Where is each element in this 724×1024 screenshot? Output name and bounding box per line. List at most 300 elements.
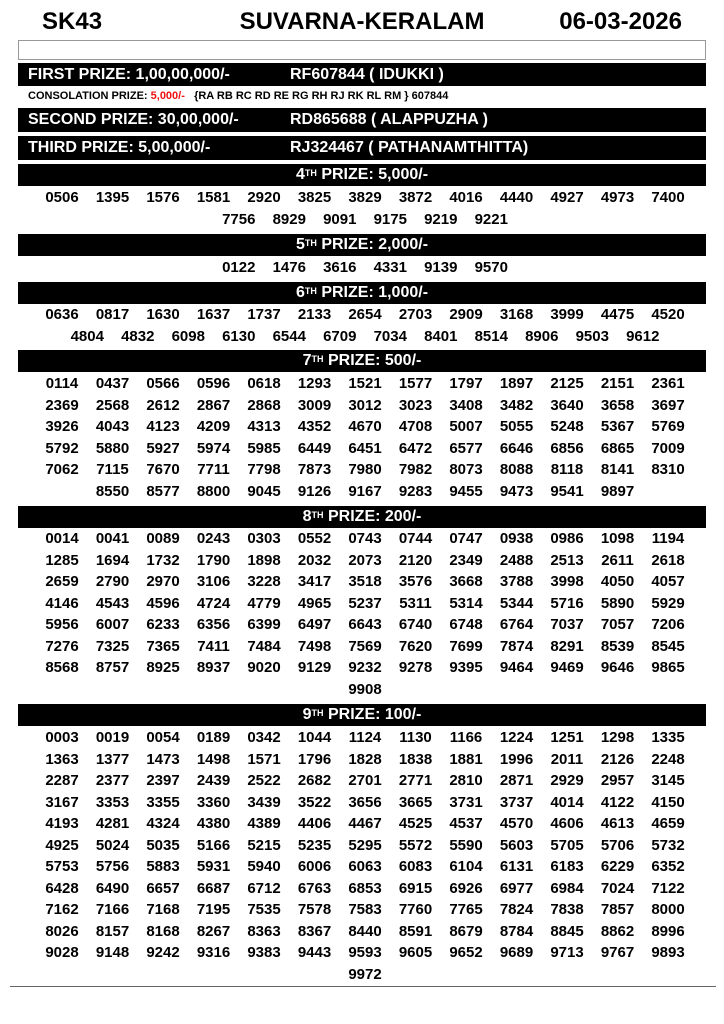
winning-number: 1630 [146, 306, 180, 324]
winning-number: 9473 [499, 482, 534, 500]
winning-number: 0618 [247, 375, 281, 393]
winning-number: 0189 [196, 729, 231, 747]
winning-number: 3167 [45, 793, 79, 811]
winning-number: 3145 [651, 772, 685, 790]
winning-number: 9652 [449, 944, 483, 962]
winning-number: 6472 [398, 439, 433, 457]
winning-number: 2287 [45, 772, 79, 790]
winning-number: 0636 [45, 306, 79, 324]
winning-number: 3731 [449, 793, 483, 811]
winning-number: 4606 [550, 815, 584, 833]
winning-number: 8267 [196, 922, 231, 940]
winning-number: 3926 [45, 418, 79, 436]
winning-number: 7535 [247, 901, 281, 919]
winning-number: 2125 [550, 375, 584, 393]
winning-number: 5237 [348, 594, 382, 612]
winning-number: 7034 [373, 327, 407, 345]
winning-number: 5880 [95, 439, 130, 457]
winning-number: 8925 [146, 659, 180, 677]
winning-number: 2654 [348, 306, 382, 324]
winning-number: 4475 [600, 306, 635, 324]
winning-number: 9045 [247, 482, 281, 500]
winning-number: 8591 [398, 922, 433, 940]
winning-number: 9443 [297, 944, 332, 962]
winning-number: 1732 [146, 551, 180, 569]
winning-number: 2522 [247, 772, 281, 790]
winning-number: 6984 [550, 879, 584, 897]
winning-number: 2867 [196, 396, 231, 414]
winning-number: 2349 [449, 551, 483, 569]
winning-number: 7670 [146, 461, 180, 479]
winning-number: 2377 [95, 772, 130, 790]
winning-number: 5705 [550, 836, 584, 854]
winning-number: 4927 [550, 189, 584, 207]
first-prize-label: FIRST PRIZE: 1,00,00,000/- [28, 66, 230, 83]
number-row [20, 856, 710, 878]
winning-number: 9713 [550, 944, 584, 962]
winning-number: 3656 [348, 793, 382, 811]
winning-number: 4467 [348, 815, 382, 833]
third-prize-label: THIRD PRIZE: 5,00,000/- [28, 139, 211, 156]
winning-number: 5974 [196, 439, 231, 457]
winning-number: 2618 [651, 551, 685, 569]
winning-number: 2929 [550, 772, 584, 790]
winning-number: 9091 [323, 210, 357, 228]
number-row [20, 209, 710, 231]
winning-number: 8141 [600, 461, 635, 479]
winning-number: 9570 [474, 259, 508, 277]
winning-number: 2957 [600, 772, 635, 790]
draw-date: 06-03-2026 [559, 8, 682, 35]
winning-number: 4331 [373, 259, 407, 277]
winning-number: 7168 [146, 901, 180, 919]
number-row [20, 373, 710, 395]
winning-number: 2920 [247, 189, 281, 207]
winning-number: 6763 [297, 879, 332, 897]
winning-number: 8862 [600, 922, 635, 940]
winning-number: 6497 [297, 616, 332, 634]
winning-number: 0122 [222, 259, 256, 277]
winning-number: 1581 [196, 189, 231, 207]
winning-number: 9167 [348, 482, 382, 500]
winning-number: 6183 [550, 858, 584, 876]
winning-number: 4209 [196, 418, 231, 436]
winning-number: 4832 [121, 327, 155, 345]
winning-number: 6006 [297, 858, 332, 876]
winning-number: 4965 [297, 594, 332, 612]
winning-number: 2073 [348, 551, 382, 569]
winning-number: 3668 [449, 573, 483, 591]
number-row [20, 636, 710, 658]
winning-number: 7980 [348, 461, 382, 479]
winning-number: 3009 [297, 396, 332, 414]
winning-number: 4670 [348, 418, 382, 436]
winning-number: 8514 [474, 327, 508, 345]
winning-number: 2868 [247, 396, 281, 414]
winning-number: 9219 [424, 210, 458, 228]
winning-number: 4596 [146, 594, 180, 612]
winning-number: 3106 [196, 573, 231, 591]
top-box [18, 40, 706, 60]
number-row [20, 550, 710, 572]
winning-number: 8929 [272, 210, 306, 228]
winning-number: 5927 [146, 439, 180, 457]
winning-number: 1571 [247, 750, 281, 768]
winning-number: 3576 [398, 573, 433, 591]
winning-number: 8996 [651, 922, 685, 940]
winning-number: 0342 [247, 729, 281, 747]
winning-number: 1796 [297, 750, 332, 768]
first-prize-bar [18, 63, 706, 86]
winning-number: 9383 [247, 944, 281, 962]
winning-number: 5792 [45, 439, 79, 457]
winning-number: 5295 [348, 836, 382, 854]
winning-number: 5367 [600, 418, 635, 436]
winning-number: 6865 [600, 439, 635, 457]
winning-number: 6740 [398, 616, 433, 634]
winning-number: 2810 [449, 772, 483, 790]
winning-number: 0506 [45, 189, 79, 207]
number-row [20, 727, 710, 749]
winning-number: 5215 [247, 836, 281, 854]
winning-number: 7620 [398, 637, 433, 655]
winning-number: 5956 [45, 616, 79, 634]
winning-number: 7057 [600, 616, 635, 634]
winning-number: 7699 [449, 637, 483, 655]
winning-number: 2513 [550, 551, 584, 569]
winning-number: 4708 [398, 418, 433, 436]
prize4-bar: 4TH PRIZE: 5,000/- [18, 164, 706, 186]
winning-number: 8906 [525, 327, 559, 345]
winning-number: 1737 [247, 306, 281, 324]
winning-number: 8118 [550, 461, 584, 479]
winning-number: 2120 [398, 551, 433, 569]
winning-number: 9469 [550, 659, 584, 677]
winning-number: 2361 [651, 375, 685, 393]
number-row [20, 899, 710, 921]
winning-number: 8845 [550, 922, 584, 940]
number-row [20, 921, 710, 943]
draw-code: SK43 [42, 8, 103, 35]
consolation-prize [28, 90, 448, 102]
winning-number: 2151 [600, 375, 635, 393]
number-row [20, 614, 710, 636]
second-prize-winner: RD865688 ( ALAPPUZHA ) [290, 111, 488, 128]
winning-number: 0303 [247, 530, 281, 548]
winning-number: 3697 [651, 396, 685, 414]
winning-number: 5603 [499, 836, 534, 854]
prize9-bar: 9TH PRIZE: 100/- [18, 704, 706, 726]
winning-number: 0054 [146, 729, 180, 747]
number-row [20, 964, 710, 986]
winning-number: 5732 [651, 836, 685, 854]
winning-number: 3168 [499, 306, 534, 324]
winning-number: 5985 [247, 439, 281, 457]
winning-number: 1473 [146, 750, 180, 768]
winning-number: 8800 [196, 482, 231, 500]
winning-number: 9126 [297, 482, 332, 500]
winning-number: 6007 [95, 616, 130, 634]
winning-number: 9139 [424, 259, 458, 277]
prize5-numbers [20, 257, 710, 279]
winning-number: 6748 [449, 616, 483, 634]
winning-number: 1576 [146, 189, 180, 207]
winning-number: 4146 [45, 594, 79, 612]
winning-number: 3872 [398, 189, 433, 207]
winning-number: 1335 [651, 729, 685, 747]
winning-number: 3408 [449, 396, 483, 414]
winning-number: 8550 [95, 482, 130, 500]
winning-number: 4324 [146, 815, 180, 833]
winning-number: 9612 [626, 327, 660, 345]
winning-number: 5756 [95, 858, 130, 876]
winning-number: 3665 [398, 793, 433, 811]
winning-number: 8088 [499, 461, 534, 479]
winning-number: 4123 [146, 418, 180, 436]
winning-number: 1285 [45, 551, 79, 569]
winning-number: 4440 [499, 189, 534, 207]
prize9-numbers [20, 727, 710, 985]
winning-number: 1521 [348, 375, 382, 393]
winning-number: 6712 [247, 879, 281, 897]
consolation-amount: 5,000/- [150, 90, 185, 102]
winning-number: 4389 [247, 815, 281, 833]
winning-number: 1694 [95, 551, 130, 569]
winning-number: 4779 [247, 594, 281, 612]
winning-number: 1298 [600, 729, 635, 747]
winning-number: 3439 [247, 793, 281, 811]
number-row [20, 438, 710, 460]
winning-number: 5024 [95, 836, 130, 854]
winning-number: 2703 [398, 306, 433, 324]
winning-number: 6764 [499, 616, 534, 634]
number-row [20, 813, 710, 835]
winning-number: 3829 [348, 189, 382, 207]
winning-number: 9020 [247, 659, 281, 677]
winning-number: 5590 [449, 836, 483, 854]
second-prize-bar [18, 108, 706, 132]
winning-number: 2032 [297, 551, 332, 569]
winning-number: 1476 [272, 259, 306, 277]
winning-number: 5883 [146, 858, 180, 876]
winning-number: 5769 [651, 418, 685, 436]
winning-number: 7982 [398, 461, 433, 479]
winning-number: 3417 [297, 573, 332, 591]
winning-number: 9395 [449, 659, 483, 677]
winning-number: 8679 [449, 922, 483, 940]
number-row [20, 792, 710, 814]
result-header [0, 8, 724, 40]
winning-number: 8577 [146, 482, 180, 500]
winning-number: 4537 [449, 815, 483, 833]
winning-number: 7162 [45, 901, 79, 919]
winning-number: 7798 [247, 461, 281, 479]
winning-number: 0552 [297, 530, 332, 548]
winning-number: 0938 [499, 530, 534, 548]
winning-number: 2612 [146, 396, 180, 414]
winning-number: 1996 [499, 750, 534, 768]
winning-number: 7874 [499, 637, 534, 655]
winning-number: 7484 [247, 637, 281, 655]
winning-number: 9541 [550, 482, 584, 500]
winning-number: 4016 [449, 189, 483, 207]
prize7-bar: 7TH PRIZE: 500/- [18, 350, 706, 372]
winning-number: 8168 [146, 922, 180, 940]
winning-number: 4281 [95, 815, 130, 833]
winning-number: 9129 [297, 659, 332, 677]
footer-divider [10, 986, 716, 987]
winning-number: 0041 [95, 530, 130, 548]
lottery-title: SUVARNA-KERALAM [239, 8, 485, 35]
winning-number: 1395 [95, 189, 130, 207]
winning-number: 2871 [499, 772, 534, 790]
winning-number: 9232 [348, 659, 382, 677]
winning-number: 7276 [45, 637, 79, 655]
winning-number: 7365 [146, 637, 180, 655]
number-row [20, 593, 710, 615]
winning-number: 1044 [297, 729, 332, 747]
winning-number: 8000 [651, 901, 685, 919]
winning-number: 5166 [196, 836, 231, 854]
winning-number: 1828 [348, 750, 382, 768]
winning-number: 9908 [348, 680, 382, 698]
winning-number: 6687 [196, 879, 231, 897]
number-row [20, 304, 710, 326]
winning-number: 6098 [171, 327, 205, 345]
winning-number: 6428 [45, 879, 79, 897]
winning-number: 3658 [600, 396, 635, 414]
winning-number: 1637 [196, 306, 231, 324]
winning-number: 7760 [398, 901, 433, 919]
number-row [20, 657, 710, 679]
winning-number: 3522 [297, 793, 332, 811]
winning-number: 7411 [197, 637, 230, 655]
winning-number: 9593 [348, 944, 382, 962]
winning-number: 9972 [348, 965, 382, 983]
prize6-bar: 6TH PRIZE: 1,000/- [18, 282, 706, 304]
winning-number: 0014 [45, 530, 79, 548]
winning-number: 8157 [95, 922, 130, 940]
winning-number: 6449 [297, 439, 332, 457]
winning-number: 1166 [449, 729, 483, 747]
winning-number: 8545 [651, 637, 685, 655]
winning-number: 4380 [196, 815, 231, 833]
prize5-bar: 5TH PRIZE: 2,000/- [18, 234, 706, 256]
winning-number: 4659 [651, 815, 685, 833]
winning-number: 4043 [95, 418, 130, 436]
winning-number: 7122 [651, 879, 685, 897]
winning-number: 9464 [499, 659, 534, 677]
winning-number: 6646 [499, 439, 534, 457]
winning-number: 3616 [323, 259, 357, 277]
winning-number: 3228 [247, 573, 281, 591]
winning-number: 3999 [550, 306, 584, 324]
winning-number: 0817 [95, 306, 130, 324]
winning-number: 5706 [600, 836, 635, 854]
winning-number: 6131 [499, 858, 534, 876]
winning-number: 4193 [45, 815, 79, 833]
winning-number: 3825 [297, 189, 332, 207]
winning-number: 7195 [196, 901, 231, 919]
winning-number: 2771 [398, 772, 433, 790]
winning-number: 5931 [196, 858, 231, 876]
winning-number: 1124 [348, 729, 382, 747]
number-row [20, 257, 710, 279]
winning-number: 5235 [297, 836, 332, 854]
consolation-label: CONSOLATION PRIZE: [28, 90, 148, 102]
winning-number: 5055 [499, 418, 534, 436]
winning-number: 4543 [95, 594, 130, 612]
winning-number: 6853 [348, 879, 382, 897]
winning-number: 6657 [146, 879, 180, 897]
winning-number: 6709 [323, 327, 357, 345]
winning-number: 6490 [95, 879, 130, 897]
winning-number: 7037 [550, 616, 584, 634]
winning-number: 5929 [651, 594, 685, 612]
winning-number: 4352 [297, 418, 332, 436]
winning-number: 1251 [550, 729, 584, 747]
winning-number: 2488 [499, 551, 534, 569]
winning-number: 1790 [196, 551, 231, 569]
winning-number: 1898 [247, 551, 281, 569]
winning-number: 6356 [196, 616, 231, 634]
winning-number: 5572 [398, 836, 433, 854]
winning-number: 2970 [146, 573, 180, 591]
winning-number: 6063 [348, 858, 382, 876]
first-prize-winner: RF607844 ( IDUKKI ) [290, 66, 444, 83]
winning-number: 2369 [45, 396, 79, 414]
winning-number: 9646 [600, 659, 635, 677]
winning-number: 8937 [196, 659, 231, 677]
winning-number: 8310 [651, 461, 685, 479]
winning-number: 6229 [600, 858, 635, 876]
winning-number: 2701 [348, 772, 382, 790]
winning-number: 8073 [449, 461, 483, 479]
winning-number: 2568 [95, 396, 130, 414]
winning-number: 7115 [96, 461, 129, 479]
winning-number: 0596 [196, 375, 231, 393]
winning-number: 3640 [550, 396, 584, 414]
winning-number: 5314 [449, 594, 483, 612]
winning-number: 7873 [297, 461, 332, 479]
winning-number: 0089 [146, 530, 180, 548]
winning-number: 6451 [348, 439, 382, 457]
consolation-series: {RA RB RC RD RE RG RH RJ RK RL RM } 607844 [194, 90, 449, 102]
winning-number: 8568 [45, 659, 79, 677]
winning-number: 6352 [651, 858, 685, 876]
winning-number: 0019 [95, 729, 130, 747]
winning-number: 1838 [398, 750, 433, 768]
winning-number: 2011 [550, 750, 584, 768]
number-row [20, 835, 710, 857]
winning-number: 6233 [146, 616, 180, 634]
winning-number: 5890 [600, 594, 635, 612]
winning-number: 9148 [95, 944, 130, 962]
winning-number: 4570 [499, 815, 534, 833]
winning-number: 3482 [499, 396, 534, 414]
number-row [20, 187, 710, 209]
winning-number: 6577 [449, 439, 483, 457]
winning-number: 9278 [398, 659, 433, 677]
prize8-bar: 8TH PRIZE: 200/- [18, 506, 706, 528]
winning-number: 0243 [196, 530, 231, 548]
winning-number: 3023 [398, 396, 433, 414]
winning-number: 8363 [247, 922, 281, 940]
number-row [20, 770, 710, 792]
winning-number: 4313 [247, 418, 281, 436]
winning-number: 7857 [600, 901, 635, 919]
winning-number: 9455 [449, 482, 483, 500]
